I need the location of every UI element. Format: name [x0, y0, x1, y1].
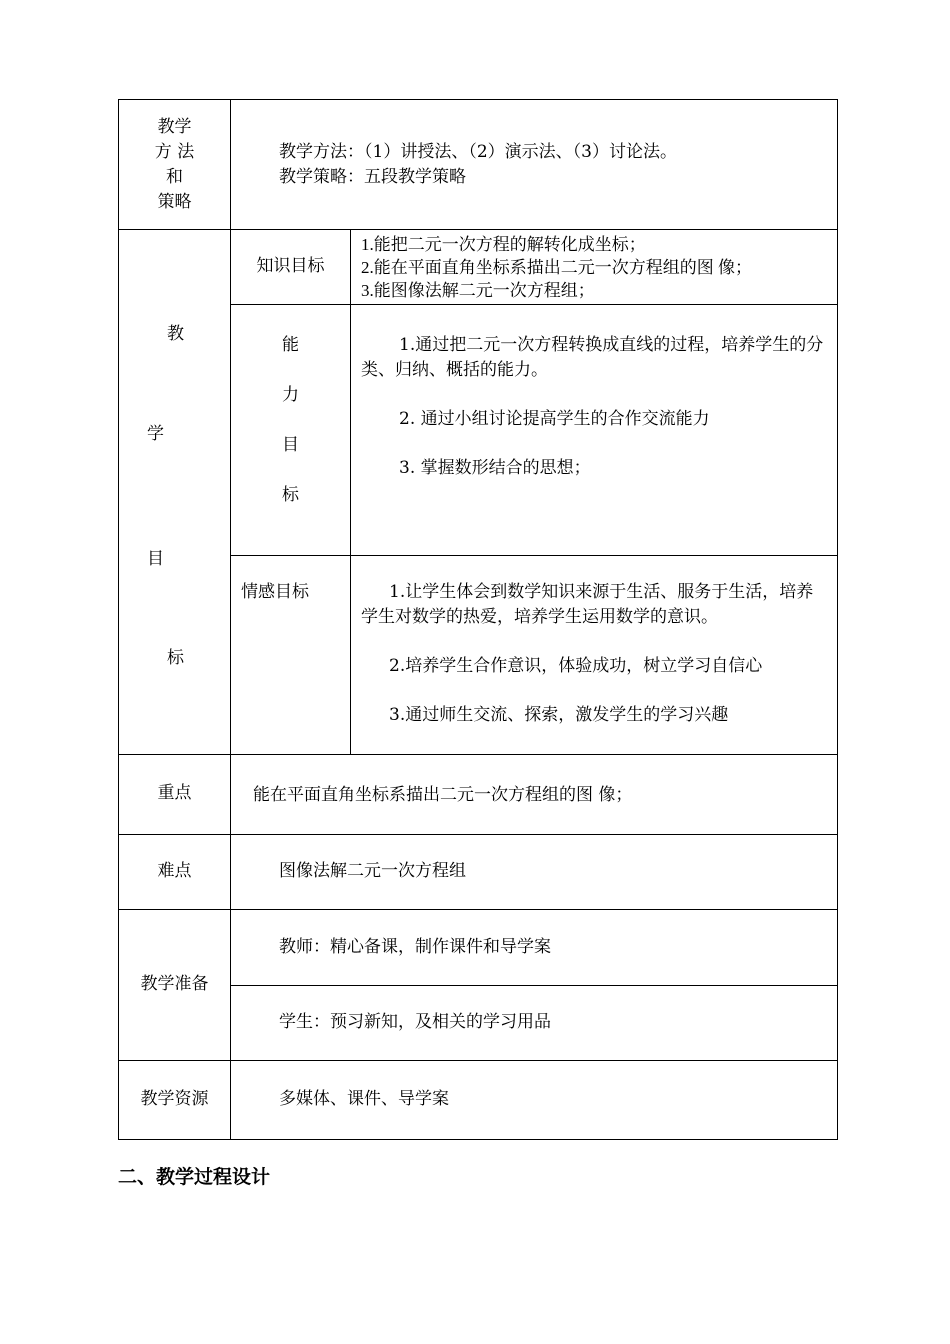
ability-label-char: 能 — [282, 335, 299, 356]
key-point-content — [231, 755, 838, 835]
resources-row — [119, 1061, 838, 1140]
method-label-line: 教学 — [157, 116, 192, 137]
emotion-goal-item: 2.培养学生合作意识，体验成功，树立学习自信心 — [389, 655, 763, 676]
resources-label: 教学资源 — [119, 1061, 231, 1140]
method-content — [231, 100, 838, 230]
preparation-teacher-text: 教师：精心备课，制作课件和导学案 — [231, 910, 838, 986]
knowledge-goal-item: 3.能图像法解二元一次方程组； — [361, 280, 595, 300]
knowledge-goal-row — [119, 230, 838, 305]
ability-label-char: 力 — [282, 385, 299, 406]
key-point-row — [119, 755, 838, 835]
goals-label-char: 学 — [147, 424, 164, 444]
knowledge-goal-content — [351, 230, 838, 305]
goals-label-char: 标 — [167, 648, 184, 668]
emotion-goal-item: 3.通过师生交流、探索，激发学生的学习兴趣 — [389, 704, 729, 725]
lesson-plan-table — [118, 99, 838, 1140]
method-label — [119, 100, 231, 230]
knowledge-goal-item: 2.能在平面直角坐标系描出二元一次方程组的图 像； — [361, 257, 752, 277]
difficulty-row — [119, 835, 838, 910]
ability-goal-content — [351, 305, 838, 555]
key-point-label-text: 重点 — [157, 783, 192, 803]
ability-goal-item: 2. 通过小组讨论提高学生的合作交流能力 — [399, 409, 710, 430]
section-heading: 二、教学过程设计 — [118, 1166, 271, 1188]
method-label-line: 和 — [166, 166, 183, 187]
emotion-goal-label-text: 情感目标 — [241, 581, 309, 602]
difficulty-label: 难点 — [119, 835, 231, 910]
ability-goal-label — [231, 305, 351, 555]
knowledge-goal-label: 知识目标 — [231, 230, 351, 305]
goals-label-char: 目 — [147, 549, 164, 569]
preparation-label: 教学准备 — [119, 910, 231, 1061]
emotion-goal-content — [351, 555, 838, 754]
difficulty-text: 图像法解二元一次方程组 — [231, 835, 838, 910]
method-row — [119, 100, 838, 230]
method-label-line: 方 法 — [154, 141, 195, 162]
ability-label-char: 目 — [282, 435, 299, 456]
goals-label-char: 教 — [167, 324, 184, 344]
key-point-label — [119, 755, 231, 835]
ability-goal-item: 3. 掌握数形结合的思想； — [399, 458, 591, 479]
knowledge-goal-item: 1.能把二元一次方程的解转化成坐标； — [361, 234, 646, 254]
preparation-student-text: 学生：预习新知，及相关的学习用品 — [231, 986, 838, 1061]
ability-label-char: 标 — [282, 485, 299, 506]
method-label-line: 策略 — [157, 191, 192, 212]
teaching-strategy-text: 教学策略：五段教学策略 — [279, 166, 466, 187]
key-point-text: 能在平面直角坐标系描出二元一次方程组的图 像； — [253, 785, 633, 805]
resources-text: 多媒体、课件、导学案 — [231, 1061, 838, 1140]
teaching-method-text: 教学方法：（1）讲授法、（2）演示法、（3）讨论法。 — [279, 141, 677, 162]
emotion-goal-label — [231, 555, 351, 754]
goals-label — [119, 230, 231, 755]
emotion-goal-item: 1.让学生体会到数学知识来源于生活、服务于生活，培养学生对数学的热爱，培养学生运用数学的意识。 — [361, 581, 814, 627]
preparation-teacher-row — [119, 910, 838, 986]
ability-goal-item: 1.通过把二元一次方程转换成直线的过程，培养学生的分类、归纳、概括的能力。 — [361, 335, 824, 381]
